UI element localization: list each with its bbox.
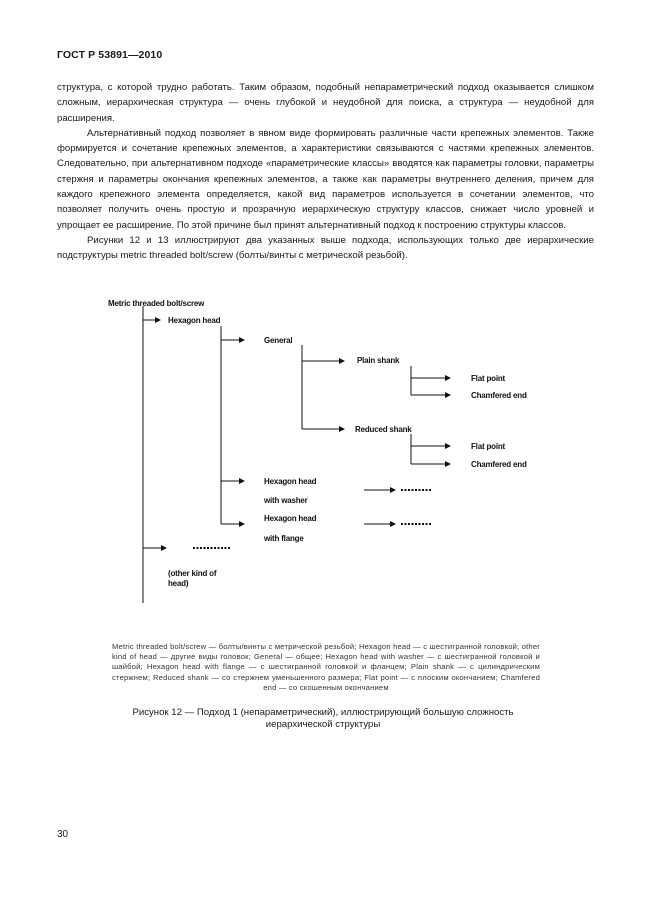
node-hexagon-flange-line1: Hexagon head <box>264 514 317 523</box>
caption-line: иерархической структуры <box>265 719 381 730</box>
node-other-kind-line2: head) <box>168 579 189 588</box>
node-general: General <box>264 336 293 345</box>
node-reduced-shank: Reduced shank <box>355 425 412 434</box>
tree-connectors <box>143 306 450 603</box>
paragraph: Альтернативный подход позволяет в явном виде формировать различные части крепежных элементов. Также формируется и сочетание крепежных элементов, а характеристики связываются с частями крепежных элементов. Следовательно, при альтернативном подходе «параметрические классы» вводятся как параметры головки, параметры стержня и параметры окончания крепежных элементов, а также как параметры внутреннего деления, причем для каждого крепежного элемента определяется, какой вид параметров используется в сочетании элементов, что позволяет получить очень простую и прозрачную иерархическую структуру классов, снижает число уровней и упрощает ее расширение. По этой причине был принят альтернативный подход к построению структуры классов. <box>57 127 594 231</box>
node-root: Metric threaded bolt/screw <box>108 299 205 308</box>
figure-legend <box>112 642 540 693</box>
legend-text: Metric threaded bolt/screw — болты/винты с метрической резьбой; Hexagon head — с шестигранной головкой; other kind of head — другие виды головок; General — общее; Hexagon head with washer — с шестигранной головкой и шайбой; Hexagon head with flange — с шестигранной головкой и фланцем; Plain shank — с цилиндрическим стержнем; Reduced shank — со стержнем уменьшенного размера; Flat point — с плоским окончанием; Chamfered end — со скошенным окончанием <box>112 642 540 692</box>
caption-line: Рисунок 12 — Подход 1 (непараметрический), иллюстрирующий большую сложность <box>132 707 514 718</box>
node-plain-shank: Plain shank <box>357 356 400 365</box>
document-header: ГОСТ Р 53891—2010 <box>57 49 163 61</box>
node-hexagon-washer-line2: with washer <box>264 496 308 505</box>
node-chamfered-end: Chamfered end <box>471 460 527 469</box>
node-flat-point: Flat point <box>471 442 505 451</box>
node-hexagon-flange-line2: with flange <box>264 534 304 543</box>
node-other-kind-line1: (other kind of <box>168 569 217 578</box>
paragraph: структура, с которой трудно работать. Таким образом, подобный непараметрический подход оказывается слишком сложным, иерархическая структура — очень глубокой и неудобной для поиска, а структура — неудобной для расширения. <box>57 82 594 124</box>
continuation-dots <box>193 490 432 548</box>
node-hexagon-washer-line1: Hexagon head <box>264 477 317 486</box>
paragraph: Рисунки 12 и 13 иллюстрируют два указанных выше подхода, использующих только две иерархические подструктуры metric threaded bolt/screw (болты/винты с метрической резьбой). <box>57 234 594 262</box>
page-number: 30 <box>57 829 69 840</box>
node-hexagon-head: Hexagon head <box>168 316 221 325</box>
node-flat-point: Flat point <box>471 374 505 383</box>
figure-caption <box>90 707 556 731</box>
node-chamfered-end: Chamfered end <box>471 391 527 400</box>
body-text <box>57 80 594 264</box>
